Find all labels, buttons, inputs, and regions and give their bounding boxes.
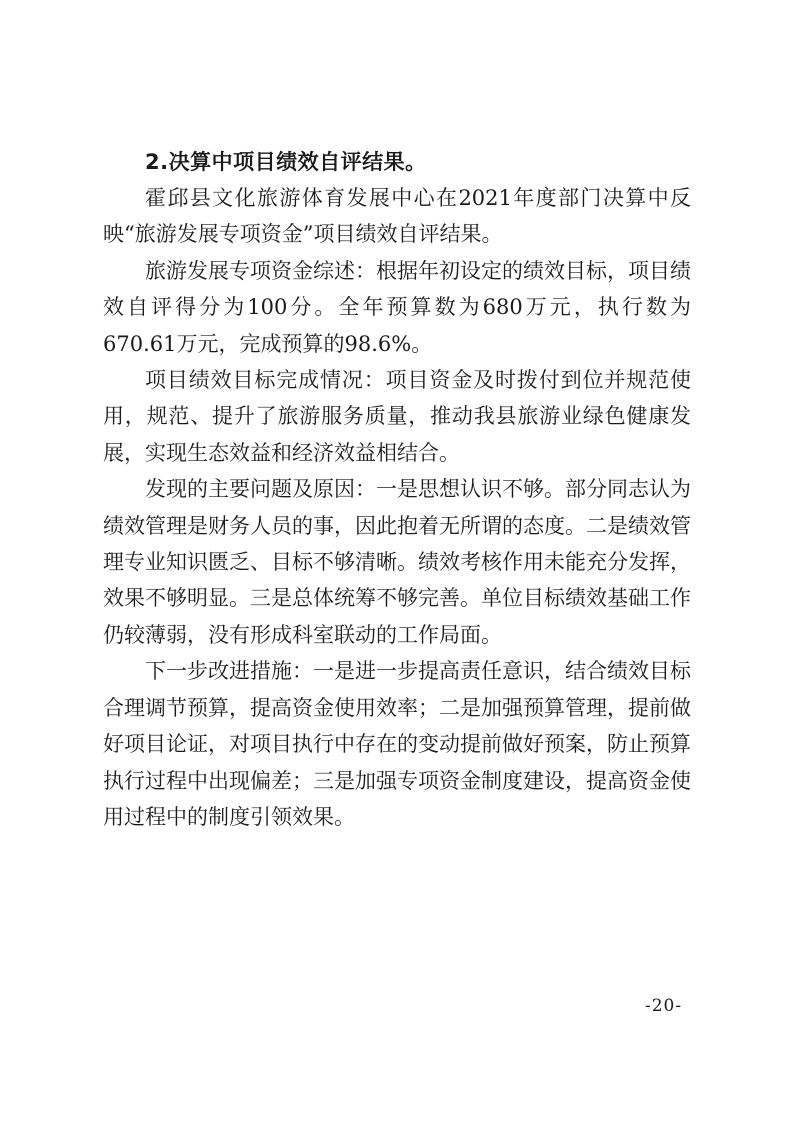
section-heading: 2.决算中项目绩效自评结果。 xyxy=(145,150,427,174)
paragraph-improvements: 下一步改进措施：一是进一步提高责任意识，结合绩效目标合理调节预算，提高资金使用效率；二是加强预算管理，提前做好项目论证，对项目执行中存在的变动提前做好预案，防止预算执行过程中出现偏差；三是加强专项资金制度建设，提高资金使用过程中的制度引领效果。 xyxy=(103,659,691,829)
paragraph-summary: 旅游发展专项资金综述：根据年初设定的绩效目标，项目绩效自评得分为100分。全年预算数为680万元，执行数为670.61万元，完成预算的98.6%。 xyxy=(103,258,691,356)
paragraph-goal-completion: 项目绩效目标完成情况：项目资金及时拨付到位并规范使用，规范、提升了旅游服务质量，推动我县旅游业绿色健康发展，实现生态效益和经济效益相结合。 xyxy=(103,368,691,465)
paragraph-problems: 发现的主要问题及原因：一是思想认识不够。部分同志认为绩效管理是财务人员的事，因此抱着无所谓的态度。二是绩效管理专业知识匮乏、目标不够清晰。绩效考核作用未能充分发挥，效果不够明显。三是总体统筹不够完善。单位目标绩效基础工作仍较薄弱，没有形成科室联动的工作局面。 xyxy=(103,477,691,647)
page-number: -20- xyxy=(645,996,683,1016)
paragraph-intro: 霍邱县文化旅游体育发展中心在2021年度部门决算中反映“旅游发展专项资金”项目绩效自评结果。 xyxy=(103,186,691,247)
document-body xyxy=(103,144,691,835)
